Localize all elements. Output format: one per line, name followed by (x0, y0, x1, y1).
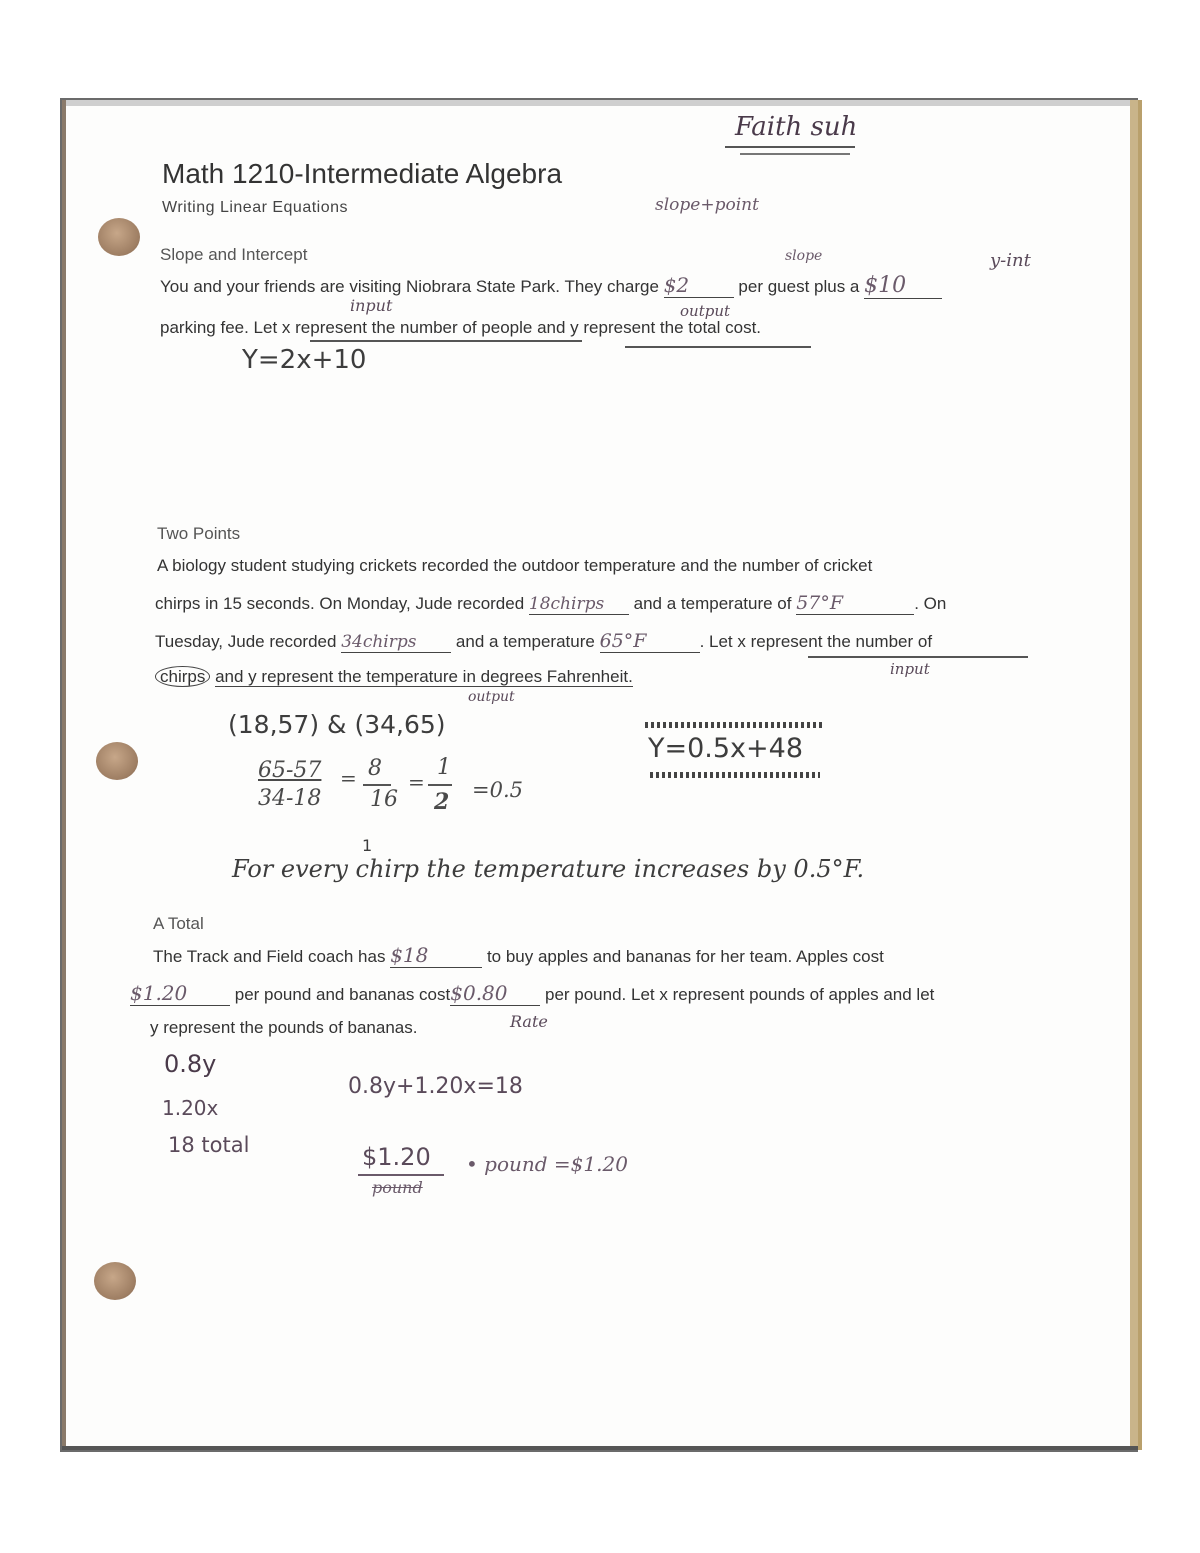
work-result: =0.5 (472, 778, 523, 802)
total-line-3: y represent the pounds of bananas. (150, 1018, 418, 1037)
total-line-1 (153, 943, 884, 968)
tuesday-temp-blank: 65°F (600, 630, 700, 653)
total-line-1-text-b: to buy apples and bananas for her team. Apples cost (486, 947, 884, 966)
rate-fraction-rest: • pound =$1.20 (466, 1152, 628, 1176)
parking-fee-blank: $10 (864, 273, 942, 299)
binder-hole-bottom (94, 1262, 136, 1300)
caret-one: 1 (362, 836, 373, 855)
monday-chirps-blank: 18chirps (529, 594, 629, 615)
work-points: (18,57) & (34,65) (228, 710, 446, 739)
circled-chirps: chirps (155, 666, 210, 687)
name-underline (725, 146, 855, 148)
note-slope: slope (785, 248, 823, 264)
name-underline-2 (740, 153, 850, 155)
two-points-answer: Y=0.5x+48 (648, 733, 804, 764)
total-line-2 (130, 981, 934, 1006)
page-left-edge (62, 100, 66, 1450)
two-points-line-2-text-b: and a temperature of (633, 594, 792, 613)
worksheet-page (62, 100, 1136, 1450)
two-points-line-3-text: Tuesday, Jude recorded (155, 632, 337, 651)
total-line-2-text: per pound and bananas cost (234, 985, 451, 1004)
total-line-2-text-b: per pound. Let x represent pounds of apples and let (544, 985, 935, 1004)
rate-fraction-denominator: pound (372, 1178, 423, 1197)
two-points-line-3 (155, 630, 932, 653)
rate-fraction-line (358, 1174, 444, 1176)
work-equals-1: = (340, 766, 357, 790)
answer-wavy-top (645, 722, 825, 728)
slope-line-1-text-b: per guest plus a (738, 277, 860, 296)
underline-x-people (310, 340, 582, 342)
slope-line-2: parking fee. Let x represent the number of people and y represent the total cost. (160, 318, 762, 337)
slope-interpretation: For every chirp the temperature increases by 0.5°F. (232, 855, 865, 883)
guest-fee-blank: $2 (664, 273, 734, 298)
work-sixteen: 16 (370, 787, 398, 812)
work-fraction-line-2 (428, 784, 452, 786)
slope-line-1-text: You and your friends are visiting Niobrara State Park. They charge (160, 277, 659, 296)
work-numerator: 65-57 (258, 758, 322, 783)
total-work-total: 18 total (168, 1133, 250, 1157)
two-points-line-3-text-b: and a temperature (455, 632, 595, 651)
budget-blank: $18 (390, 943, 482, 968)
two-points-line-1: A biology student studying crickets recorded the outdoor temperature and the number of cricket (157, 556, 873, 575)
banana-price-blank: $0.80 (450, 981, 540, 1006)
student-name: Faith suh (735, 112, 858, 142)
two-points-line-4-text: and y represent the temperature in degrees Fahrenheit. (215, 667, 633, 686)
work-eight: 8 (368, 756, 382, 781)
note-input: input (350, 296, 393, 315)
page-title: Math 1210-Intermediate Algebra (162, 158, 563, 189)
note-output-2: output (468, 689, 515, 705)
total-work-banana: 0.8y (164, 1050, 217, 1078)
two-points-line-4 (155, 667, 633, 687)
underline-x-number (808, 656, 1028, 658)
work-denominator: 34-18 (258, 786, 322, 811)
page-bottom-edge (62, 1446, 1138, 1450)
rate-fraction-numerator: $1.20 (362, 1143, 431, 1171)
total-equation: 0.8y+1.20x=18 (348, 1074, 523, 1099)
two-points-line-2 (155, 592, 946, 615)
section-heading-a-total: A Total (153, 914, 204, 933)
monday-temp-blank: 57°F (796, 592, 914, 615)
page-top-edge (62, 100, 1136, 106)
total-work-apple: 1.20x (162, 1096, 219, 1120)
two-points-line-3-text-c: . Let x represent the number of (699, 632, 933, 651)
slope-intercept-answer: Y=2x+10 (242, 345, 367, 375)
note-output: output (680, 302, 731, 320)
binder-hole-top (98, 218, 140, 256)
binder-hole-middle (96, 742, 138, 780)
section-heading-two-points: Two Points (157, 524, 241, 543)
slope-line-1 (160, 273, 942, 299)
two-points-line-2-text: chirps in 15 seconds. On Monday, Jude recorded (155, 594, 525, 613)
work-fraction-line-1 (363, 784, 391, 786)
answer-wavy-bottom (650, 772, 820, 778)
margin-note-slope-point: slope+point (655, 195, 759, 215)
note-rate: Rate (510, 1012, 548, 1031)
section-heading-slope-intercept: Slope and Intercept (160, 245, 308, 264)
apple-price-blank: $1.20 (130, 981, 230, 1006)
total-line-1-text: The Track and Field coach has (153, 947, 386, 966)
page-right-edge (1130, 100, 1138, 1450)
two-points-line-2-text-c: . On (914, 594, 947, 613)
tuesday-chirps-blank: 34chirps (341, 632, 451, 653)
note-input-2: input (890, 660, 930, 678)
work-two: 2 (434, 789, 450, 815)
work-one: 1 (437, 755, 451, 780)
note-y-int: y-int (990, 250, 1031, 271)
work-equals-2: = (408, 770, 425, 794)
page-subtitle: Writing Linear Equations (162, 199, 349, 216)
underline-y-cost (625, 346, 811, 348)
